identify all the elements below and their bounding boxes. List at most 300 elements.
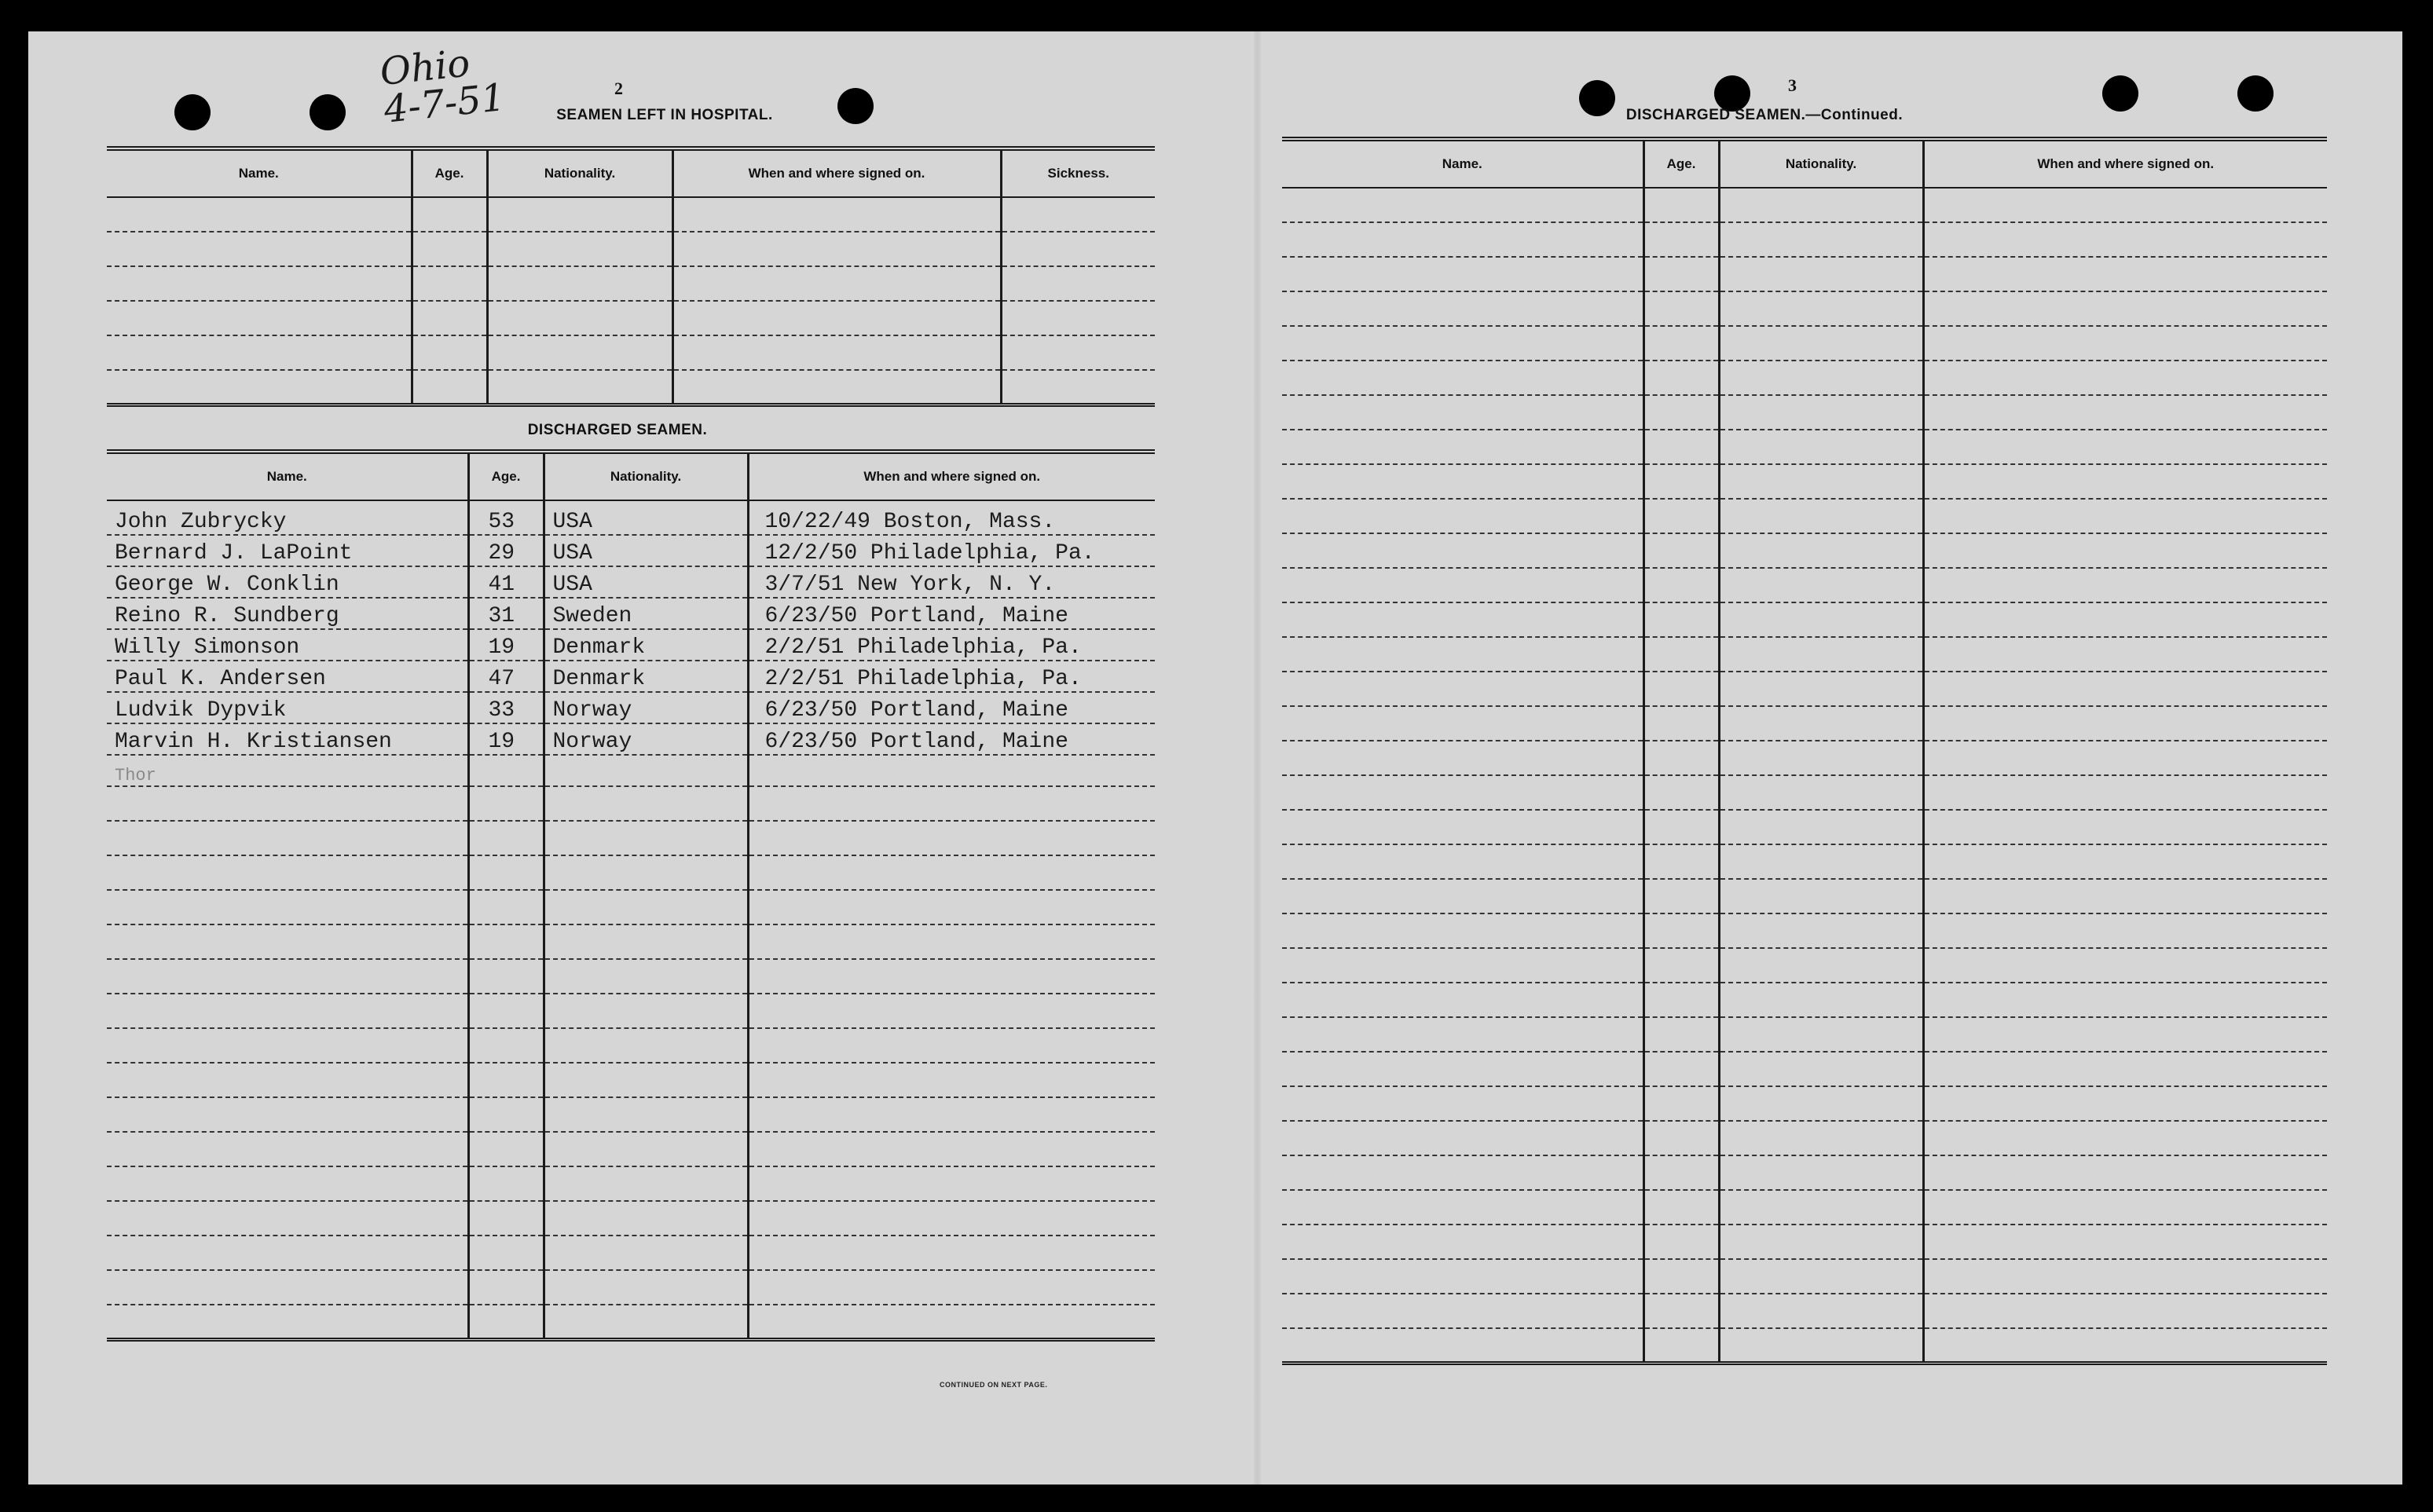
table-cell (1643, 1294, 1719, 1328)
table-cell (1923, 222, 2327, 257)
table-row (1282, 810, 2327, 844)
table-row (107, 629, 1155, 661)
table-cell (107, 959, 468, 994)
table-cell (107, 1201, 468, 1236)
table-cell (487, 266, 672, 301)
table-cell (468, 924, 544, 959)
table-cell (1923, 1190, 2327, 1225)
discharged-section-title: DISCHARGED SEAMEN. (527, 422, 708, 438)
table-cell (412, 266, 487, 301)
table-cell (107, 1063, 468, 1097)
table-cell (1719, 844, 1923, 879)
table-cell (544, 821, 748, 855)
table-cell (107, 890, 468, 924)
table-cell (412, 335, 487, 370)
table-row (107, 266, 1155, 301)
table-cell (1719, 983, 1923, 1017)
table-cell (107, 1132, 468, 1166)
table-cell (1719, 637, 1923, 672)
table-cell (1643, 361, 1719, 395)
seaman-age: 19 (468, 723, 544, 755)
table-row (1282, 948, 2327, 983)
table-cell (1923, 1017, 2327, 1052)
table-row (107, 924, 1155, 959)
table-cell (412, 197, 487, 232)
table-cell (1282, 983, 1643, 1017)
table-cell (468, 821, 544, 855)
table-cell (1282, 326, 1643, 361)
table-cell (487, 370, 672, 405)
table-cell (748, 1236, 1155, 1270)
table-cell (544, 924, 748, 959)
table-cell (1923, 706, 2327, 741)
table-row (1282, 257, 2327, 291)
table-row (107, 566, 1155, 598)
table-cell (1719, 810, 1923, 844)
table-cell (1923, 1294, 2327, 1328)
table-cell (1923, 568, 2327, 602)
table-cell (1923, 672, 2327, 706)
table-row (1282, 844, 2327, 879)
table-row (107, 500, 1155, 535)
table-cell (748, 786, 1155, 821)
table-cell (544, 1305, 748, 1339)
table-cell (487, 232, 672, 266)
table-cell (107, 1270, 468, 1305)
table-cell (1282, 1294, 1643, 1328)
table-row (107, 301, 1155, 335)
column-header: Nationality. (544, 452, 748, 500)
table-cell (1643, 326, 1719, 361)
table-cell (544, 994, 748, 1028)
table-row (1282, 879, 2327, 913)
table-cell (1282, 361, 1643, 395)
table-cell (487, 197, 672, 232)
table-cell (107, 786, 468, 821)
seaman-nationality (544, 755, 748, 786)
table-row (107, 1063, 1155, 1097)
table-cell (1719, 1155, 1923, 1190)
seaman-name: Paul K. Andersen (107, 661, 468, 692)
table-cell (1643, 1190, 1719, 1225)
table-cell (1643, 1259, 1719, 1294)
table-cell (1282, 1052, 1643, 1086)
table-row (107, 335, 1155, 370)
table-cell (544, 1201, 748, 1236)
table-cell (748, 1201, 1155, 1236)
table-cell (1719, 533, 1923, 568)
table-cell (1001, 232, 1155, 266)
punch-hole (2237, 75, 2274, 112)
column-header: Nationality. (1719, 139, 1923, 188)
discharged-table (107, 449, 1155, 1342)
table-row (107, 1028, 1155, 1063)
table-row (107, 1132, 1155, 1166)
table-cell (748, 890, 1155, 924)
seaman-nationality: Denmark (544, 629, 748, 661)
seaman-age: 33 (468, 692, 544, 723)
seaman-nationality: Sweden (544, 598, 748, 629)
seaman-nationality: Norway (544, 692, 748, 723)
table-cell (748, 924, 1155, 959)
column-header: Age. (1643, 139, 1719, 188)
table-cell (1282, 1017, 1643, 1052)
table-row (107, 1201, 1155, 1236)
table-cell (1282, 775, 1643, 810)
table-row (107, 1166, 1155, 1201)
table-cell (1643, 533, 1719, 568)
table-cell (1282, 1086, 1643, 1121)
page-fold (1254, 31, 1262, 1485)
table-cell (748, 821, 1155, 855)
table-cell (1643, 879, 1719, 913)
table-cell (1643, 257, 1719, 291)
table-cell (107, 1305, 468, 1339)
table-cell (1719, 602, 1923, 637)
table-row (107, 370, 1155, 405)
table-cell (1282, 948, 1643, 983)
table-cell (1719, 395, 1923, 430)
table-cell (1923, 1259, 2327, 1294)
seaman-signed-on: 3/7/51 New York, N. Y. (748, 566, 1155, 598)
table-cell (1282, 810, 1643, 844)
table-cell (672, 266, 1001, 301)
table-row (1282, 326, 2327, 361)
table-cell (107, 1236, 468, 1270)
table-cell (1719, 326, 1923, 361)
table-cell (1643, 1052, 1719, 1086)
table-cell (1643, 741, 1719, 775)
seaman-signed-on: 6/23/50 Portland, Maine (748, 598, 1155, 629)
table-row (1282, 775, 2327, 810)
table-row (1282, 568, 2327, 602)
table-cell (107, 232, 412, 266)
continued-section-title: DISCHARGED SEAMEN.—Continued. (1625, 107, 1904, 123)
table-cell (1643, 913, 1719, 948)
table-row (1282, 464, 2327, 499)
table-cell (1643, 706, 1719, 741)
table-cell (487, 301, 672, 335)
table-cell (544, 890, 748, 924)
table-cell (544, 786, 748, 821)
table-cell (1719, 913, 1923, 948)
table-cell (1282, 602, 1643, 637)
table-row (1282, 361, 2327, 395)
table-cell (748, 959, 1155, 994)
column-header: Name. (107, 148, 412, 197)
table-cell (1719, 741, 1923, 775)
column-header: When and where signed on. (1923, 139, 2327, 188)
seaman-name: George W. Conklin (107, 566, 468, 598)
seaman-age: 29 (468, 535, 544, 566)
seaman-nationality: USA (544, 535, 748, 566)
table-cell (672, 301, 1001, 335)
table-cell (1282, 499, 1643, 533)
table-cell (544, 1097, 748, 1132)
table-cell (468, 786, 544, 821)
table-cell (748, 1132, 1155, 1166)
column-header: Nationality. (487, 148, 672, 197)
table-cell (1282, 464, 1643, 499)
table-cell (1923, 1225, 2327, 1259)
table-cell (107, 266, 412, 301)
seaman-nationality: USA (544, 500, 748, 535)
seaman-name: Reino R. Sundberg (107, 598, 468, 629)
table-cell (468, 855, 544, 890)
table-cell (1719, 291, 1923, 326)
table-cell (468, 1236, 544, 1270)
table-cell (468, 890, 544, 924)
table-cell (107, 821, 468, 855)
seaman-name: John Zubrycky (107, 500, 468, 535)
table-cell (468, 1305, 544, 1339)
table-cell (1643, 602, 1719, 637)
table-cell (1282, 637, 1643, 672)
table-cell (1719, 257, 1923, 291)
table-cell (544, 1132, 748, 1166)
table-cell (1923, 533, 2327, 568)
seaman-signed-on: 12/2/50 Philadelphia, Pa. (748, 535, 1155, 566)
table-cell (1719, 464, 1923, 499)
table-cell (1282, 1328, 1643, 1363)
table-row (1282, 1155, 2327, 1190)
seaman-name: Ludvik Dypvik (107, 692, 468, 723)
table-row (1282, 637, 2327, 672)
table-row (107, 786, 1155, 821)
column-header: Age. (412, 148, 487, 197)
table-cell (468, 1270, 544, 1305)
seaman-nationality: USA (544, 566, 748, 598)
table-cell (107, 1028, 468, 1063)
table-cell (468, 1028, 544, 1063)
table-cell (107, 370, 412, 405)
table-cell (1643, 1155, 1719, 1190)
table-cell (107, 924, 468, 959)
table-row (107, 723, 1155, 755)
table-row (107, 1270, 1155, 1305)
table-cell (1719, 775, 1923, 810)
table-cell (1282, 568, 1643, 602)
table-cell (748, 1028, 1155, 1063)
table-cell (1643, 188, 1719, 222)
table-cell (672, 232, 1001, 266)
table-cell (1923, 1121, 2327, 1155)
table-row (107, 755, 1155, 786)
column-header: Name. (1282, 139, 1643, 188)
table-cell (544, 959, 748, 994)
table-cell (107, 301, 412, 335)
table-row (1282, 499, 2327, 533)
column-header: When and where signed on. (672, 148, 1001, 197)
page-number-right: 3 (1788, 75, 1797, 95)
table-cell (1719, 1259, 1923, 1294)
table-cell (672, 197, 1001, 232)
table-cell (1001, 197, 1155, 232)
table-cell (1719, 1190, 1923, 1225)
table-cell (1282, 1190, 1643, 1225)
discharged-continued-table (1282, 137, 2327, 1365)
table-cell (1643, 844, 1719, 879)
seaman-name: Marvin H. Kristiansen (107, 723, 468, 755)
table-cell (1282, 706, 1643, 741)
table-row (1282, 602, 2327, 637)
seaman-age (468, 755, 544, 786)
punch-hole (2102, 75, 2138, 112)
table-row (1282, 1086, 2327, 1121)
table-row (1282, 1121, 2327, 1155)
table-row (107, 1236, 1155, 1270)
table-row (107, 197, 1155, 232)
table-cell (107, 994, 468, 1028)
table-row (107, 535, 1155, 566)
table-cell (1282, 257, 1643, 291)
table-row (1282, 1190, 2327, 1225)
table-cell (544, 1063, 748, 1097)
table-cell (412, 301, 487, 335)
table-cell (1282, 1259, 1643, 1294)
table-cell (1643, 1086, 1719, 1121)
table-cell (1282, 741, 1643, 775)
seaman-age: 31 (468, 598, 544, 629)
table-cell (748, 994, 1155, 1028)
table-cell (1923, 948, 2327, 983)
table-cell (107, 197, 412, 232)
table-cell (544, 855, 748, 890)
table-cell (1923, 741, 2327, 775)
table-cell (1282, 1155, 1643, 1190)
table-row (107, 821, 1155, 855)
seaman-signed-on: 10/22/49 Boston, Mass. (748, 500, 1155, 535)
table-cell (1643, 464, 1719, 499)
table-row (1282, 741, 2327, 775)
table-cell (1282, 913, 1643, 948)
seaman-name: Thor (107, 755, 468, 786)
table-cell (1282, 291, 1643, 326)
table-cell (544, 1236, 748, 1270)
table-row (1282, 1294, 2327, 1328)
table-cell (107, 1166, 468, 1201)
table-cell (1923, 775, 2327, 810)
seaman-nationality: Norway (544, 723, 748, 755)
table-cell (1719, 430, 1923, 464)
table-row (1282, 983, 2327, 1017)
table-row (1282, 1259, 2327, 1294)
column-header: Age. (468, 452, 544, 500)
table-cell (1643, 948, 1719, 983)
table-row (1282, 1328, 2327, 1363)
seaman-age: 53 (468, 500, 544, 535)
table-cell (1282, 430, 1643, 464)
table-cell (748, 1166, 1155, 1201)
table-row (1282, 430, 2327, 464)
table-cell (1282, 672, 1643, 706)
table-row (1282, 222, 2327, 257)
table-row (107, 1305, 1155, 1339)
table-cell (1923, 430, 2327, 464)
table-cell (1719, 1017, 1923, 1052)
table-cell (1643, 499, 1719, 533)
table-cell (1282, 222, 1643, 257)
table-cell (1923, 1155, 2327, 1190)
table-row (107, 232, 1155, 266)
table-row (1282, 1225, 2327, 1259)
table-cell (1923, 1328, 2327, 1363)
table-cell (1282, 844, 1643, 879)
table-cell (1719, 1086, 1923, 1121)
table-cell (1643, 637, 1719, 672)
table-cell (748, 855, 1155, 890)
table-cell (1643, 983, 1719, 1017)
column-header: When and where signed on. (748, 452, 1155, 500)
table-cell (1282, 395, 1643, 430)
table-row (1282, 706, 2327, 741)
table-cell (468, 1166, 544, 1201)
table-cell (107, 855, 468, 890)
table-cell (412, 370, 487, 405)
hospital-table (107, 146, 1155, 407)
table-cell (1719, 948, 1923, 983)
table-cell (1923, 395, 2327, 430)
table-cell (1923, 1052, 2327, 1086)
table-row (1282, 672, 2327, 706)
table-cell (1719, 1052, 1923, 1086)
table-cell (1643, 430, 1719, 464)
table-cell (1719, 1225, 1923, 1259)
table-cell (1923, 879, 2327, 913)
table-cell (1282, 533, 1643, 568)
table-cell (748, 1270, 1155, 1305)
table-cell (1923, 637, 2327, 672)
seaman-signed-on (748, 755, 1155, 786)
table-row (1282, 188, 2327, 222)
table-cell (1719, 568, 1923, 602)
table-cell (1282, 188, 1643, 222)
table-cell (1643, 775, 1719, 810)
table-row (1282, 533, 2327, 568)
table-cell (1643, 672, 1719, 706)
table-cell (468, 1132, 544, 1166)
table-cell (672, 370, 1001, 405)
seaman-signed-on: 2/2/51 Philadelphia, Pa. (748, 661, 1155, 692)
hospital-section-title: SEAMEN LEFT IN HOSPITAL. (556, 107, 773, 123)
table-row (107, 692, 1155, 723)
punch-hole (174, 94, 211, 130)
table-row (107, 855, 1155, 890)
table-cell (1923, 1086, 2327, 1121)
table-row (1282, 291, 2327, 326)
table-cell (1643, 1225, 1719, 1259)
table-cell (1001, 335, 1155, 370)
table-cell (1719, 1121, 1923, 1155)
table-cell (468, 959, 544, 994)
table-cell (748, 1063, 1155, 1097)
table-cell (1923, 499, 2327, 533)
column-header: Sickness. (1001, 148, 1155, 197)
table-cell (1643, 395, 1719, 430)
table-cell (1923, 464, 2327, 499)
continued-note: CONTINUED ON NEXT PAGE. (940, 1381, 1048, 1389)
table-cell (1923, 188, 2327, 222)
table-cell (1923, 844, 2327, 879)
table-cell (468, 1063, 544, 1097)
table-row (1282, 1052, 2327, 1086)
seaman-name: Willy Simonson (107, 629, 468, 661)
table-cell (1282, 1121, 1643, 1155)
table-row (1282, 1017, 2327, 1052)
table-cell (1719, 879, 1923, 913)
table-cell (1643, 222, 1719, 257)
table-cell (1923, 602, 2327, 637)
